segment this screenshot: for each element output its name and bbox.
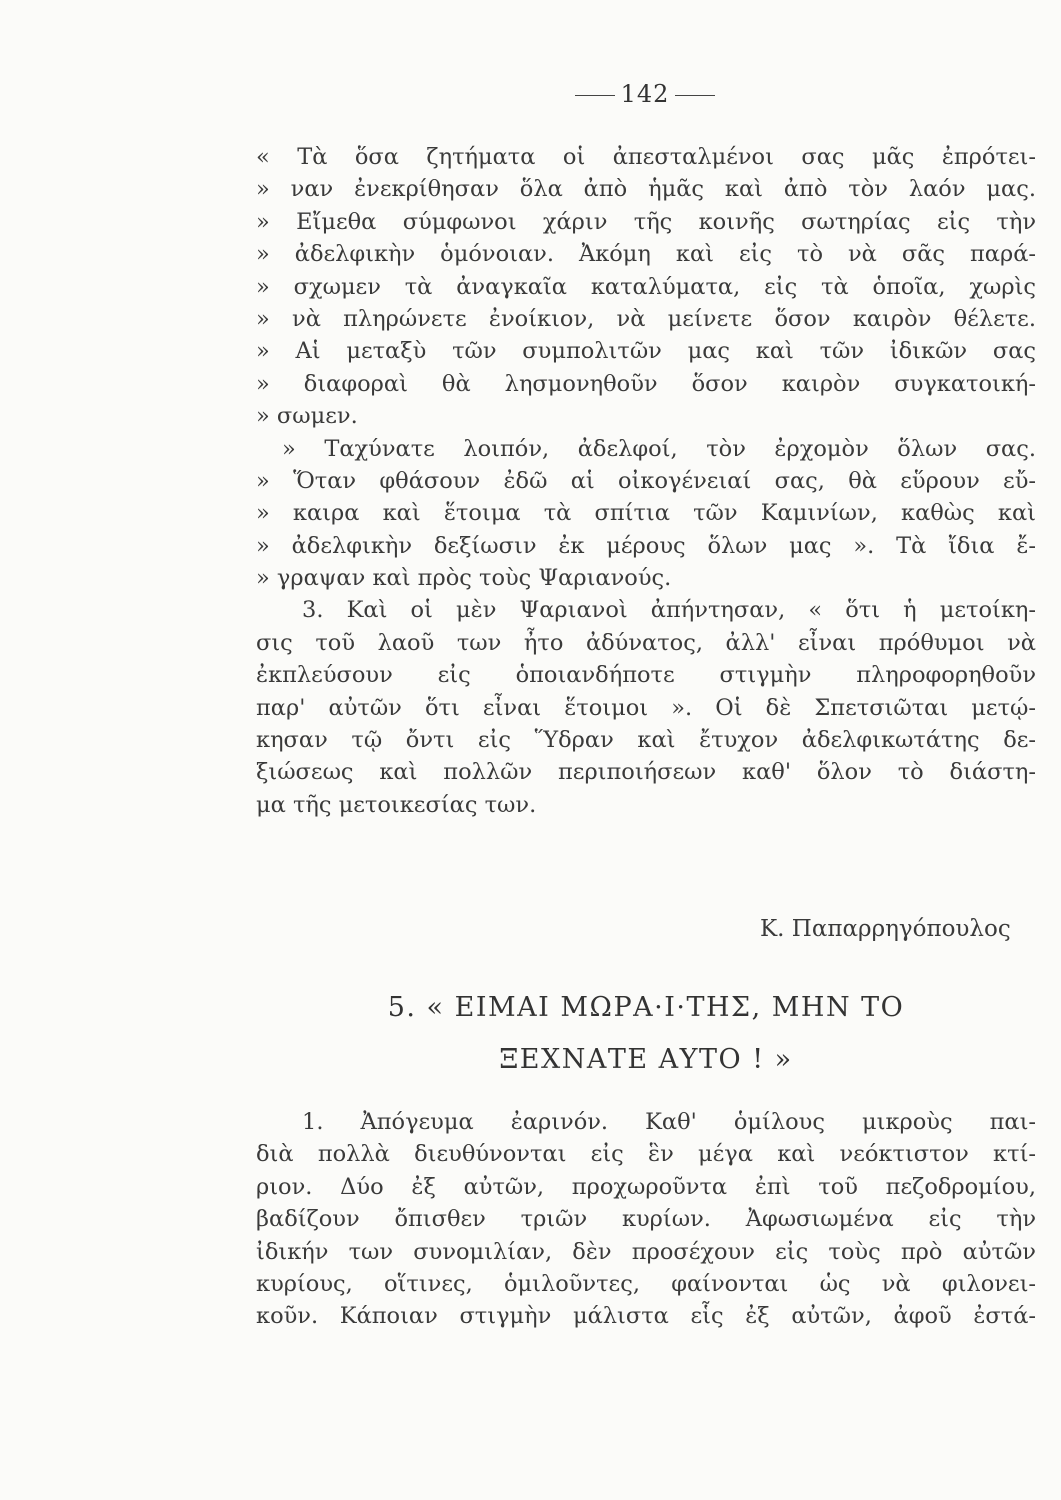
text-line: « Τὰ ὅσα ζητήματα οἱ ἀπεσταλμένοι σας μᾶς ἐπρότει- <box>256 144 1036 170</box>
text-line: κυρίους, οἵτινες, ὁμιλοῦντες, φαίνονται ὡς νὰ φιλονει- <box>256 1270 1036 1297</box>
text-line: » ναν ἐνεκρίθησαν ὅλα ἀπὸ ἡμᾶς καὶ ἀπὸ τὸν λαόν μας. <box>256 176 1036 203</box>
text-line: » διαφοραὶ θὰ λησμονηθοῦν ὅσον καιρὸν συγκατοική- <box>256 370 1036 397</box>
letter-text <box>256 141 1036 821</box>
text-line: βαδίζουν ὄπισθεν τριῶν κυρίων. Ἀφωσιωμένα εἰς τὴν <box>256 1206 1036 1233</box>
text-line: μα τῆς μετοικεσίας των. <box>256 791 537 818</box>
text-line: παρ' αὐτῶν ὅτι εἶναι ἕτοιμοι ». Οἱ δὲ Σπετσιῶται μετῴ- <box>256 694 1036 721</box>
heading-line-2: ΞΕΧΝΑΤΕ ΑΥΤΟ ! » <box>499 1044 793 1075</box>
text-line: » γραψαν καὶ πρὸς τοὺς Ψαριανούς. <box>256 565 672 592</box>
story-text <box>256 1106 1036 1333</box>
text-line: διὰ πολλὰ διευθύνονται εἰς ἓν μέγα καὶ νεόκτιστον κτί- <box>256 1141 1036 1168</box>
text-line: » Ὅταν φθάσουν ἐδῶ αἱ οἰκογένειαί σας, θὰ εὕρουν εὔ- <box>256 467 1036 494</box>
text-line: » ἀδελφικὴν ὁμόνοιαν. Ἀκόμη καὶ εἰς τὸ νὰ σᾶς παρά- <box>256 241 1036 268</box>
page-number: 142 <box>0 80 1061 108</box>
text-line: ξιώσεως καὶ πολλῶν περιποιήσεων καθ' ὅλον τὸ διάστη- <box>256 759 1036 786</box>
text-line: » καιρα καὶ ἕτοιμα τὰ σπίτια τῶν Καμινίων, καθὼς καὶ <box>256 500 1036 527</box>
text-line: κοῦν. Κάποιαν στιγμὴν μάλιστα εἷς ἐξ αὐτῶν, ἀφοῦ ἐστά- <box>256 1303 1036 1330</box>
text-line: ριον. Δύο ἐξ αὐτῶν, προχωροῦντα ἐπὶ τοῦ πεζοδρομίου, <box>256 1173 1036 1200</box>
text-line: » Αἱ μεταξὺ τῶν συμπολιτῶν μας καὶ τῶν ἰδικῶν σας <box>256 338 1036 365</box>
text-line: κησαν τῷ ὄντι εἰς Ὕδραν καὶ ἔτυχον ἀδελφικωτάτης δε- <box>256 727 1036 754</box>
section-heading <box>256 982 1036 1086</box>
text-line: » νὰ πληρώνετε ἐνοίκιον, νὰ μείνετε ὅσον καιρὸν θέλετε. <box>256 305 1036 332</box>
text-line: 3. Καὶ οἱ μὲν Ψαριανοὶ ἀπήντησαν, « ὅτι ἡ μετοίκη- <box>302 597 1036 624</box>
text-line: » ἀδελφικὴν δεξίωσιν ἐκ μέρους ὅλων μας ». Τὰ ἴδια ἔ- <box>256 532 1036 559</box>
text-line: » Εἴμεθα σύμφωνοι χάριν τῆς κοινῆς σωτηρίας εἰς τὴν <box>256 208 1036 235</box>
text-line: ἰδικήν των συνομιλίαν, δὲν προσέχουν εἰς τοὺς πρὸ αὐτῶν <box>256 1238 1036 1265</box>
dash-right <box>675 95 715 96</box>
text-line: ἐκπλεύσουν εἰς ὁποιανδήποτε στιγμὴν πληροφορηθοῦν <box>256 662 1036 689</box>
text-line: » σχωμεν τὰ ἀναγκαῖα καταλύματα, εἰς τὰ ὁποῖα, χωρὶς <box>256 273 1036 300</box>
text-line: » σωμεν. <box>256 403 358 430</box>
text-line: 1. Ἀπόγευμα ἐαρινόν. Καθ' ὁμίλους μικροὺς παι- <box>302 1109 1036 1135</box>
text-line: » Ταχύνατε λοιπόν, ἀδελφοί, τὸν ἐρχομὸν ὅλων σας. <box>282 435 1036 462</box>
author-signature: Κ. Παπαρρηγόπουλος <box>760 916 1011 942</box>
text-line: σις τοῦ λαοῦ των ἦτο ἀδύνατος, ἀλλ' εἶναι πρόθυμοι νὰ <box>256 629 1036 656</box>
dash-left <box>575 95 615 96</box>
heading-line-1: 5. « ΕΙΜΑΙ ΜΩΡΑ·Ι·ΤΗΣ, ΜΗΝ ΤΟ <box>387 992 905 1023</box>
